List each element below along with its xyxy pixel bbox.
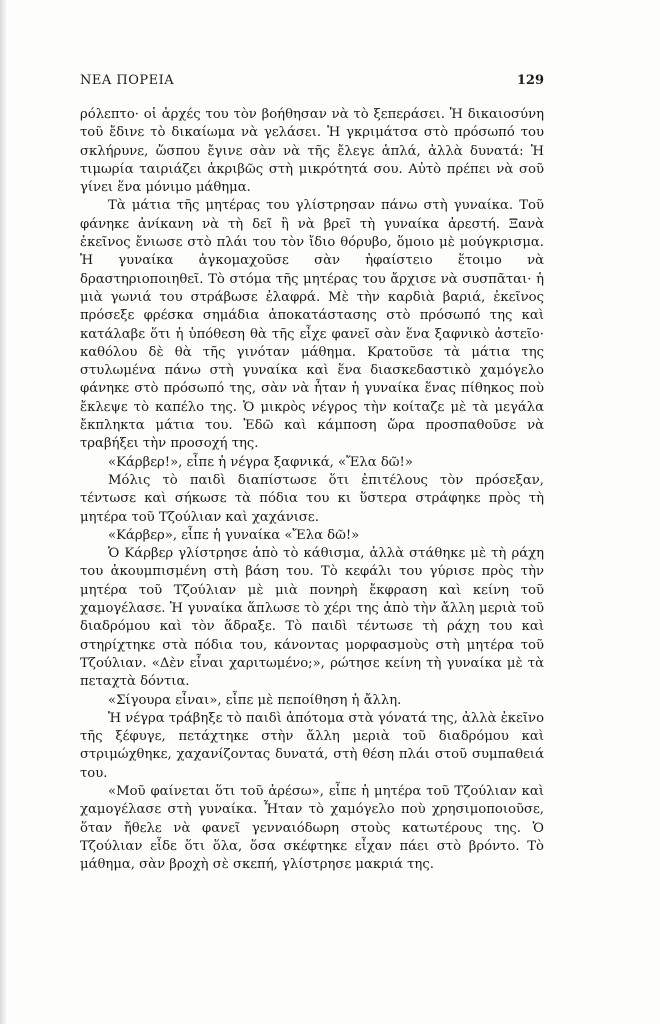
page-number: 129 bbox=[516, 73, 544, 88]
paragraph-5: «Κάρβερ», εἶπε ἡ γυναίκα «Ἔλα δῶ!» bbox=[108, 527, 360, 543]
paragraph-9: «Μοῦ φαίνεται ὅτι τοῦ ἀρέσω», εἶπε ἡ μητέρα τοῦ Τζούλιαν καὶ χαμογέλασε στὴ γυναίκα. Ἦταν τὸ χαμόγελο ποὺ χρησιμοποιοῦσε, ὅταν ἤθελε νὰ φανεῖ γενναιόδωρη στοὺς κατωτέρους της. Ὁ Τζούλιαν εἶδε ὅτι ὅλα, ὅσα σκέφτηκε εἶχαν πάει στὸ βρόντο. Τὸ μάθημα, σὰν βροχὴ σὲ σκεπή, γλίστρησε μακριά της. bbox=[80, 783, 544, 873]
paragraph-8: Ἡ νέγρα τράβηξε τὸ παιδὶ ἀπότομα στὰ γόνατά της, ἀλλὰ ἐκεῖνο τῆς ξέφυγε, πετάχτηκε στὴν ἄλλη μεριὰ τοῦ διαδρόμου καὶ στριμώχθηκε, χαχανίζοντας δυνατά, στὴ θέση πλάι στοῦ συμπαθειά του. bbox=[80, 710, 545, 781]
paragraph-2: Τὰ μάτια τῆς μητέρας του γλίστρησαν πάνω στὴ γυναίκα. Τοῦ φάνηκε ἀνίκανη νὰ τὴ δεῖ ἢ νὰ βρεῖ τὴ γυναίκα ἀρεστή. Ξανὰ ἐκεῖνος ἔνιωσε στὸ πλάι του τὸν ἴδιο θόρυβο, ὅμοιο μὲ μούγκρισμα. Ἡ γυναίκα ἀγκομαχοῦσε σὰν ἡφαίστειο ἕτοιμο νὰ δραστηριοποιηθεῖ. Τὸ στόμα τῆς μητέρας του ἄρχισε νὰ συσπᾶται· ἡ μιὰ γωνιά του στράβωσε ἐλαφρά. Μὲ τὴν καρδιὰ βαριά, ἐκεῖνος πρόσεξε φρέσκα σημάδια ἀποκατάστασης στὸ πρόσωπό της καὶ κατάλαβε ὅτι ἡ ὑπόθεση θὰ τῆς εἶχε φανεῖ σὰν ἕνα ξαφνικὸ ἀστεῖο· καθόλου δὲ θὰ τῆς γινόταν μάθημα. Κρατοῦσε τὰ μάτια της στυλωμένα πάνω στὴ γυναίκα καὶ ἕνα διασκεδαστικὸ χαμόγελο φάνηκε στὸ πρόσωπό της, σὰν νὰ ἦταν ἡ γυναίκα ἕνας πίθηκος ποὺ ἔκλεψε τὸ καπέλο της. Ὁ μικρὸς νέγρος τὴν κοίταζε μὲ τὰ μεγάλα ἔκπληκτα μάτια του. Ἐδῶ καὶ κάμποση ὥρα προσπαθοῦσε νὰ τραβήξει τὴν προσοχή της. bbox=[80, 198, 544, 452]
paragraph-4: Μόλις τὸ παιδὶ διαπίστωσε ὅτι ἐπιτέλους τὸν πρόσεξαν, τέντωσε καὶ σήκωσε τὰ πόδια του κι ὕστερα στράφηκε πρὸς τὴ μητέρα τοῦ Τζούλιαν καὶ χαχάνισε. bbox=[80, 472, 544, 525]
page-edge-shadow bbox=[0, 0, 6, 1024]
paragraph-7: «Σίγουρα εἶναι», εἶπε μὲ πεποίθηση ἡ ἄλλη. bbox=[108, 692, 402, 708]
paragraph-1: ρόλεπτο· οἱ ἀρχές του τὸν βοήθησαν νὰ τὸ ξεπεράσει. Ἡ δικαιοσύνη τοῦ ἔδινε τὸ δικαίωμα νὰ γελάσει. Ἡ γκριμάτσα στὸ πρόσωπό του σκλήρυνε, ὥσπου ἔγινε σὰν νὰ τῆς ἔλεγε ἁπλά, ἀλλὰ δυνατά: Ἡ τιμωρία ταιριάζει ἀκριβῶς στὴ μικρότητά σου. Αὐτὸ πρέπει νὰ σοῦ γίνει ἕνα μόνιμο μάθημα. bbox=[80, 107, 544, 196]
running-head: ΝΕΑ ΠΟΡΕΙΑ bbox=[80, 73, 175, 88]
page-header bbox=[80, 73, 544, 93]
paragraph-6: Ὁ Κάρβερ γλίστρησε ἀπὸ τὸ κάθισμα, ἀλλὰ στάθηκε μὲ τὴ ράχη του ἀκουμπισμένη στὴ βάση του. Τὸ κεφάλι του γύρισε πρὸς τὴν μητέρα τοῦ Τζούλιαν μὲ μιὰ πονηρὴ ἔκφραση καὶ κείνη τοῦ χαμογέλασε. Ἡ γυναίκα ἅπλωσε τὸ χέρι της ἀπὸ τὴν ἄλλη μεριὰ τοῦ διαδρόμου καὶ τὸν ἅδραξε. Τὸ παιδὶ τέντωσε τὴ ράχη του καὶ στηρίχτηκε στὰ πόδια του, κάνοντας μορφασμοὺς στὴ μητέρα τοῦ Τζούλιαν. «Δὲν εἶναι χαριτωμένο;», ρώτησε κείνη τὴ γυναίκα μὲ τὰ πεταχτὰ δόντια. bbox=[80, 546, 544, 690]
paragraph-3: «Κάρβερ!», εἶπε ἡ νέγρα ξαφνικά, «Ἔλα δῶ!» bbox=[108, 454, 413, 470]
body-text bbox=[80, 106, 544, 874]
